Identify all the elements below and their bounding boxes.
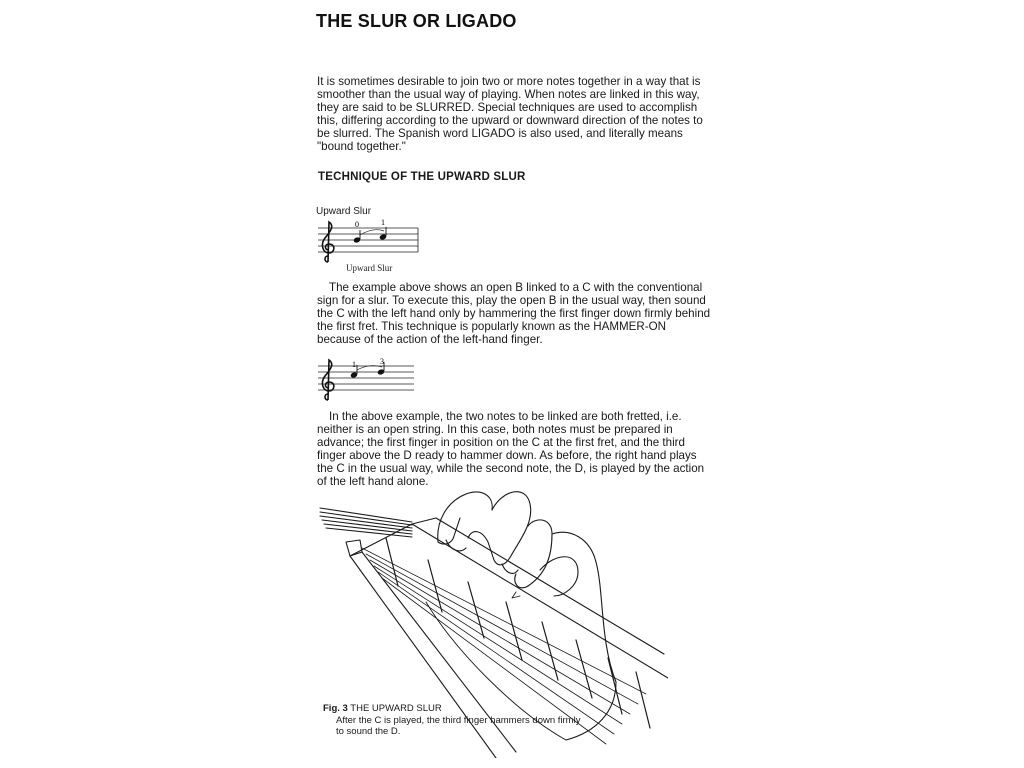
intro-paragraph: It is sometimes desirable to join two or more notes together in a way that is smoother than the usual way of playing. When notes are linked in this way, they are said to be SLURRED. Special techniques are used to accomplish this, differing according to the upward or downward direction of the notes to be slurred. The Spanish word LIGADO is also used, and literally means "bound together." — [317, 75, 703, 153]
finger-number-3 — [380, 357, 384, 366]
page-title: THE SLUR OR LIGADO — [316, 11, 517, 31]
svg-text:0: 0 — [355, 220, 359, 229]
figure-caption — [323, 703, 583, 738]
section-heading: TECHNIQUE OF THE UPWARD SLUR — [318, 171, 526, 183]
finger-number-1 — [355, 220, 359, 229]
figure-title-line — [323, 703, 583, 715]
svg-text:1: 1 — [352, 360, 356, 369]
staff-lines — [318, 228, 418, 252]
figure-title: THE UPWARD SLUR — [350, 703, 442, 714]
svg-text:1: 1 — [381, 218, 385, 227]
staff-caption: Upward Slur — [346, 263, 393, 273]
svg-text:3: 3 — [380, 357, 384, 366]
paragraph-2: The example above shows an open B linked to a C with the conventional sign for a slur. To execute this, play the open B in the usual way, then sound the C with the left hand only by hammering the first finger down firmly behind the first fret. This technique is popularly known as the HAMMER-ON because of the action of the left-hand finger. — [317, 281, 711, 346]
finger-number-1 — [352, 360, 356, 369]
music-staff-example-2 — [316, 356, 416, 406]
staff-lines — [318, 366, 414, 390]
example-label: Upward Slur — [316, 206, 372, 217]
tuning-strings — [320, 508, 412, 537]
paragraph-3: In the above example, the two notes to be linked are both fretted, i.e. neither is an open string. In this case, both notes must be prepared in advance; the first finger in position on the C at the first fret, and the third finger above the D ready to hammer down. As before, the right hand plays the C in the usual way, while the second note, the D, is played by the action of the left hand alone. — [317, 410, 705, 488]
note-b — [353, 230, 361, 244]
finger-number-2 — [381, 218, 385, 227]
figure-description: After the C is played, the third finger hammers down firmly to sound the D. — [336, 714, 581, 737]
figure-number: Fig. 3 — [323, 703, 348, 714]
